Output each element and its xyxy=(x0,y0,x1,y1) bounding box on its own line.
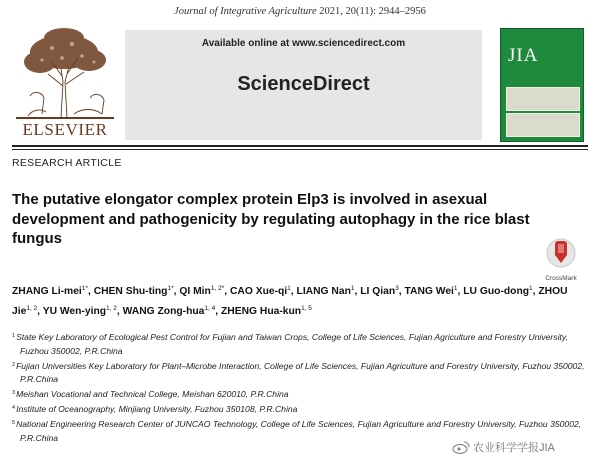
affiliation-item xyxy=(12,359,592,388)
source-watermark xyxy=(452,439,555,455)
sciencedirect-banner[interactable] xyxy=(125,30,482,140)
author-affiliation-marker: 1 xyxy=(350,285,355,292)
sciencedirect-title: ScienceDirect xyxy=(237,73,370,95)
article-type-label: RESEARCH ARTICLE xyxy=(12,157,122,169)
author-affiliation-marker: 1, 2 xyxy=(26,305,38,312)
elsevier-logo[interactable] xyxy=(12,26,118,140)
author-list xyxy=(12,280,587,320)
weibo-icon xyxy=(452,440,470,454)
affiliation-text: Fujian Universities Key Laboratory for Plant–Microbe Interaction, College of Life Sciences, Fujian Agriculture and Forestry University, Fuzhou 350002, P.R.China xyxy=(16,360,585,385)
journal-cover[interactable] xyxy=(500,28,584,142)
author-name[interactable]: LU Guo-dong xyxy=(463,286,530,297)
affiliation-item xyxy=(12,387,592,402)
author-name[interactable]: QI Min xyxy=(179,286,211,297)
author-name[interactable]: ZHENG Hua-kun xyxy=(220,306,302,317)
affiliation-text: Meishan Vocational and Technical College, Meishan 620010, P.R.China xyxy=(16,389,289,400)
author-affiliation-marker: 1, 4 xyxy=(204,305,216,312)
elsevier-tree-icon xyxy=(12,26,118,120)
author-affiliation-marker: 1 xyxy=(287,285,291,292)
cover-photo-bottom xyxy=(506,113,580,137)
affiliation-number: 2 xyxy=(12,361,16,368)
author-name[interactable]: LI Qian xyxy=(360,286,396,297)
author-affiliation-marker: 1, 2* xyxy=(210,285,225,292)
affiliation-text: Institute of Oceanography, Minjiang University, Fuzhou 350108, P.R.China xyxy=(16,403,298,414)
journal-name: Journal of Integrative Agriculture xyxy=(174,6,317,17)
author-name[interactable]: ZHANG Li-mei xyxy=(12,286,82,297)
author-separator: , xyxy=(532,286,539,297)
author-name[interactable]: YU Wen-ying xyxy=(42,306,107,317)
author-name[interactable]: WANG Zong-hua xyxy=(122,306,205,317)
author-separator: , xyxy=(215,306,221,317)
author-separator: , xyxy=(290,286,297,297)
author-affiliation-marker: 1 xyxy=(453,285,458,292)
author-name[interactable]: LIANG Nan xyxy=(296,286,351,297)
cover-title: JIA xyxy=(508,45,539,66)
watermark-text: 农业科学学报JIA xyxy=(473,442,555,454)
article-title: The putative elongator complex protein Elp3 is involved in asexual development and pathogenicity by regulating autophagy in the rice blast fungus xyxy=(12,191,530,247)
affiliation-text: National Engineering Research Center of JUNCAO Technology, College of Life Sciences, Fujian Agriculture and Forestry University, Fuzhou 350002, P.R.China xyxy=(16,418,582,443)
author-separator: , xyxy=(398,286,405,297)
journal-citation xyxy=(0,6,600,17)
affiliation-item xyxy=(12,330,592,359)
author-affiliation-marker: 1, 2 xyxy=(106,305,117,312)
author-separator: , xyxy=(224,286,230,297)
author-name[interactable]: ZHOU Jie xyxy=(12,286,568,317)
crossmark-badge[interactable] xyxy=(542,237,580,282)
affiliation-item xyxy=(12,402,592,417)
author-separator: , xyxy=(354,286,361,297)
author-affiliation-marker: 1, 5 xyxy=(301,305,312,312)
author-separator: , xyxy=(457,286,464,297)
header-rule-thin xyxy=(12,149,588,150)
author-separator: , xyxy=(87,286,94,297)
affiliation-list xyxy=(12,330,592,445)
crossmark-label: CrossMark xyxy=(545,275,577,282)
author-affiliation-marker: 1 xyxy=(529,285,533,292)
author-name[interactable]: TANG Wei xyxy=(404,286,454,297)
affiliation-number: 4 xyxy=(12,404,16,411)
available-online-text: Available online at www.sciencedirect.com xyxy=(201,38,406,49)
author-affiliation-marker: 3 xyxy=(395,285,399,292)
affiliation-number: 1 xyxy=(12,333,16,339)
crossmark-icon xyxy=(542,237,580,269)
author-name[interactable]: CHEN Shu-ting xyxy=(93,286,168,297)
author-name[interactable]: CAO Xue-qi xyxy=(229,286,288,297)
header-rule xyxy=(12,145,588,147)
author-affiliation-marker: 1* xyxy=(167,285,174,292)
cover-photo-top xyxy=(506,87,580,111)
author-separator: , xyxy=(116,306,123,317)
affiliation-number: 5 xyxy=(12,419,16,426)
author-separator: , xyxy=(37,306,43,317)
journal-volume-pages: 2021, 20(11): 2944–2956 xyxy=(319,6,426,17)
author-affiliation-marker: 1* xyxy=(81,285,88,292)
affiliation-text: State Key Laboratory of Ecological Pest Control for Fujian and Taiwan Crops, College of Life Sciences, Fujian Agriculture and Forestry University, Fuzhou 350002, P.R.China xyxy=(16,332,568,356)
elsevier-wordmark: ELSEVIER xyxy=(22,120,108,139)
affiliation-number: 3 xyxy=(12,390,16,397)
author-separator: , xyxy=(173,286,180,297)
